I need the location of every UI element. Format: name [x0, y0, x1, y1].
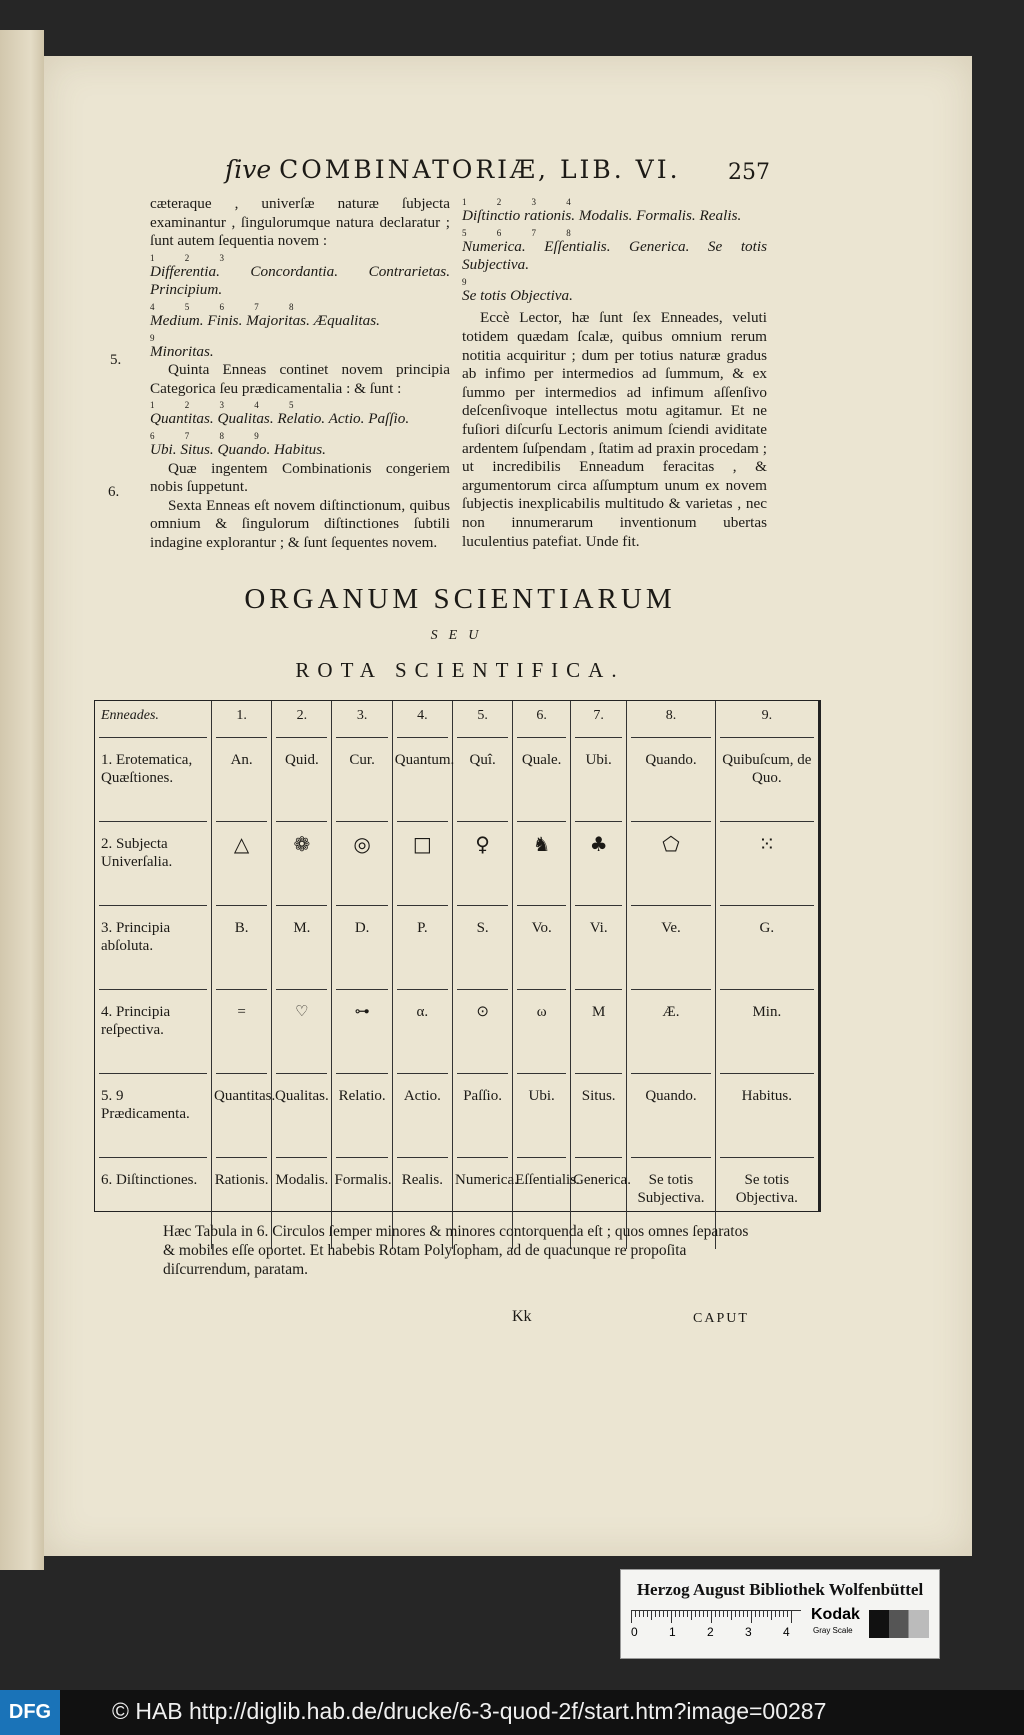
cell-rule	[397, 905, 448, 906]
left-paragraph-4: Sexta Enneas eſt novem diſtinctionum, quibus omnium & ſingulorum diſtinctiones ſubtili indagine explorantur ; & ſunt ſequentes novem.	[150, 496, 450, 551]
cell-text: Actio.	[403, 1088, 441, 1104]
cell-rule	[99, 1073, 207, 1074]
header-col-1: 1.	[211, 701, 271, 745]
cell-text: Rationis.	[214, 1172, 269, 1188]
cell-text: Situs.	[581, 1088, 616, 1104]
cell-text: Ubi.	[585, 752, 612, 768]
table-cell	[332, 913, 392, 997]
cell-text: Quando.	[645, 1088, 697, 1104]
rota-scientifica-table	[94, 700, 821, 1212]
table-cell	[452, 829, 512, 913]
left-list1b: Medium. Finis. Majoritas. Æqualitas.	[150, 311, 380, 329]
cell-rule	[216, 737, 267, 738]
cell-rule	[276, 1157, 327, 1158]
cell-rule	[631, 905, 710, 906]
row-label	[95, 745, 211, 829]
cell-rule	[575, 1157, 622, 1158]
ruler-tick	[719, 1611, 720, 1617]
cell-rule	[99, 989, 207, 990]
right-list2-numbers: 5 6 7 8	[462, 227, 585, 238]
header-col-7: 7.	[571, 701, 627, 745]
ruler-tick	[727, 1611, 728, 1617]
cell-text: ω	[536, 1004, 547, 1020]
ruler-tick	[707, 1611, 708, 1617]
table-row	[95, 997, 818, 1081]
right-list3: Se totis Objectiva.	[462, 286, 573, 304]
library-label	[620, 1569, 940, 1659]
right-list1: Diſtinctio rationis. Modalis. Formalis. Realis.	[462, 207, 742, 224]
header-col-5: 5.	[452, 701, 512, 745]
symbol-icon: ⁙	[758, 832, 776, 856]
table-cell	[211, 829, 271, 913]
ruler-tick	[775, 1611, 776, 1617]
cell-rule	[336, 1157, 387, 1158]
ruler-tick	[731, 1611, 732, 1620]
cell-text: Vo.	[531, 920, 552, 936]
cell-rule	[575, 1073, 622, 1074]
cell-rule	[276, 737, 327, 738]
cell-text: Ve.	[661, 920, 681, 936]
table-cell	[392, 997, 452, 1081]
table-cell	[571, 997, 627, 1081]
cell-rule	[336, 989, 387, 990]
header-col-9: 9.	[715, 701, 818, 745]
ruler-tick	[711, 1611, 712, 1623]
ruler-tick	[739, 1611, 740, 1617]
cell-text: Vi.	[589, 920, 608, 936]
ruler-tick	[763, 1611, 764, 1617]
cell-text: D.	[354, 920, 370, 936]
cell-text: Ubi.	[528, 1088, 555, 1104]
cell-rule	[631, 821, 710, 822]
cell-rule	[517, 821, 566, 822]
cell-rule	[631, 1073, 710, 1074]
left-list1c: Minoritas.	[150, 342, 214, 360]
ruler-number: 0	[631, 1625, 638, 1639]
cell-rule	[336, 821, 387, 822]
ruler-tick	[655, 1611, 656, 1617]
table-row	[95, 913, 818, 997]
cell-rule	[575, 737, 622, 738]
cell-text: 1. Erotematica, Quæſtiones.	[101, 752, 193, 786]
cell-rule	[216, 821, 267, 822]
table-cell	[513, 829, 571, 913]
ruler-tick	[635, 1611, 636, 1617]
cell-rule	[517, 1157, 566, 1158]
cell-rule	[517, 989, 566, 990]
ruler-tick	[683, 1611, 684, 1617]
margin-number-6: 6.	[108, 484, 120, 500]
table-caption: Hæc Tabula in 6. Circulos ſemper minores & minores contorquenda eſt ; quos omnes ſeparatos & mobiles eſſe oportet. Et habebis Rotam Polyſopham, ad de quacunque re propoſita diſcurrendum, paratam.	[163, 1223, 749, 1278]
cell-rule	[216, 989, 267, 990]
ruler-tick	[715, 1611, 716, 1617]
cell-text: Realis.	[401, 1172, 443, 1188]
table-cell	[715, 997, 818, 1081]
cell-rule	[99, 821, 207, 822]
right-list2: Numerica. Eſſentialis. Generica. Se totis Subjectiva.	[462, 237, 767, 274]
table-cell	[392, 829, 452, 913]
table-cell	[332, 997, 392, 1081]
cell-text: ⊶	[354, 1004, 370, 1020]
cell-text: Modalis.	[275, 1172, 329, 1188]
cell-rule	[457, 1157, 508, 1158]
cell-rule	[631, 1157, 710, 1158]
cell-text: Æ.	[662, 1004, 680, 1020]
cell-text: 6. Diſtinctiones.	[101, 1172, 198, 1188]
ruler-tick	[667, 1611, 668, 1617]
table-cell	[627, 997, 715, 1081]
running-header	[225, 155, 770, 189]
table-header-row	[95, 701, 818, 745]
ruler-tick	[783, 1611, 784, 1617]
ruler-number: 1	[669, 1625, 676, 1639]
cell-text: Qualitas.	[274, 1088, 329, 1104]
symbol-icon: ♀	[475, 832, 490, 856]
header-enneades: Enneades.	[101, 708, 159, 723]
cell-rule	[99, 905, 207, 906]
table-row	[95, 1081, 818, 1165]
ruler-tick	[767, 1611, 768, 1617]
right-paragraph-1: Eccè Lector, hæ ſunt ſex Enneades, veluti totidem quædam ſcalæ, quibus omnium rerum notitia acquiritur ; dum per totius naturæ gradus ab infimo per intermedios ad ſummum, & ex ſummo per intermedios ad infimum aſſenſivo deſcenſivoque intellectus motu agitamur. Et ne fuſiori diſcurſu Lectoris animum ſciendi aviditate ardentem ſuſpendam , ſtatim ad praxin procedam ; ut incredibilis Enneadum feracitas , & argumentorum circa aſſumptum unum ex novem ſubjectis inexplicabilis multitudo & varietas , nec non innumerarum inventionum ubertas luculentius patefiat. Unde fit.	[462, 309, 767, 550]
table-cell	[513, 745, 571, 829]
table-cell	[211, 997, 271, 1081]
ruler-tick	[787, 1611, 788, 1617]
left-list1c-numbers: 9	[150, 332, 169, 343]
cell-rule	[276, 905, 327, 906]
table-cell	[513, 997, 571, 1081]
header-col-2: 2.	[272, 701, 332, 745]
ruler-tick	[751, 1611, 752, 1623]
cell-text: Se totis Subjectiva.	[637, 1172, 705, 1206]
table-cell	[272, 745, 332, 829]
cell-text: =	[237, 1004, 246, 1020]
header-col-8: 8.	[627, 701, 715, 745]
cell-text: Min.	[752, 1004, 782, 1020]
left-paragraph-2: Quinta Enneas continet novem principia Categorica ſeu prædicamentalia : & ſunt :	[150, 361, 450, 397]
cell-text: Paſſio.	[463, 1088, 502, 1104]
row-label	[95, 997, 211, 1081]
table-cell	[452, 1081, 512, 1165]
table-title: ORGANUM SCIENTIARUM	[244, 583, 676, 615]
cell-text: Quantum.	[394, 752, 455, 768]
ruler-tick	[679, 1611, 680, 1617]
table-row	[95, 745, 818, 829]
cell-rule	[216, 1073, 267, 1074]
ruler-tick	[643, 1611, 644, 1617]
cell-rule	[99, 1157, 207, 1158]
cell-rule	[397, 737, 448, 738]
ruler-tick	[747, 1611, 748, 1617]
left-column	[150, 195, 450, 553]
enneades-table	[95, 701, 818, 1249]
cell-text: Quî.	[469, 752, 496, 768]
table-cell	[627, 913, 715, 997]
cell-text: Cur.	[349, 752, 375, 768]
cell-text: α.	[416, 1004, 429, 1020]
table-cell	[627, 1081, 715, 1165]
ruler-tick	[759, 1611, 760, 1617]
cell-rule	[457, 737, 508, 738]
table-cell	[211, 913, 271, 997]
cell-text: Relatio.	[338, 1088, 386, 1104]
cell-rule	[457, 989, 508, 990]
table-cell	[211, 1081, 276, 1165]
ruler-tick	[659, 1611, 660, 1617]
left-page-edge	[0, 30, 44, 1570]
symbol-icon: △	[233, 832, 250, 856]
margin-number-5: 5.	[110, 352, 122, 368]
cell-rule	[276, 989, 327, 990]
cell-rule	[517, 905, 566, 906]
scale-ruler	[631, 1610, 801, 1641]
table-cell	[392, 1081, 452, 1165]
table-cell	[452, 745, 512, 829]
table-cell	[272, 913, 332, 997]
cell-rule	[397, 1157, 448, 1158]
cell-text: Numerica.	[454, 1172, 518, 1188]
cell-text: Quibuſcum, de Quo.	[722, 752, 812, 786]
ruler-tick	[691, 1611, 692, 1620]
page-number: 257	[728, 160, 770, 185]
left-list1a: Differentia. Concordantia. Contrarietas. Principium.	[150, 262, 450, 299]
cell-text: An.	[230, 752, 253, 768]
ruler-tick	[663, 1611, 664, 1617]
table-cell	[627, 745, 715, 829]
header-col-6: 6.	[513, 701, 571, 745]
cell-rule	[720, 821, 814, 822]
table-cell	[571, 745, 627, 829]
table-cell	[715, 745, 818, 829]
cell-text: Quantitas.	[213, 1088, 276, 1104]
table-title-seu: SEU	[430, 628, 490, 643]
table-cell	[571, 913, 627, 997]
cell-rule	[517, 737, 566, 738]
row-label	[95, 913, 211, 997]
catchword: CAPUT	[693, 1311, 749, 1326]
cell-rule	[457, 821, 508, 822]
cell-rule	[276, 1073, 327, 1074]
ruler-tick	[771, 1611, 772, 1620]
cell-text: Eſſentialis.	[515, 1172, 580, 1188]
table-cell	[332, 745, 392, 829]
cell-rule	[397, 1073, 448, 1074]
symbol-icon: □	[412, 832, 432, 856]
ruler-tick	[723, 1611, 724, 1617]
dfg-logo: DFG	[0, 1690, 60, 1735]
left-list2b-numbers: 6 7 8 9	[150, 430, 273, 441]
header-col-3: 3.	[332, 701, 392, 745]
table-cell	[715, 913, 818, 997]
left-list2a: Quantitas. Qualitas. Relatio. Actio. Paſſio.	[150, 410, 410, 428]
cell-text: Se totis Objectiva.	[735, 1172, 798, 1206]
cell-text: P.	[417, 920, 428, 936]
table-subtitle: ROTA SCIENTIFICA.	[295, 658, 625, 682]
cell-rule	[720, 1073, 814, 1074]
cell-text: Quale.	[521, 752, 562, 768]
ruler-number: 4	[783, 1625, 790, 1639]
right-list3-numbers: 9	[462, 276, 481, 287]
cell-rule	[397, 989, 448, 990]
cell-text: B.	[234, 920, 249, 936]
right-column	[462, 195, 767, 551]
cell-rule	[720, 737, 814, 738]
header-col-4: 4.	[392, 701, 452, 745]
symbol-icon: ♣	[589, 832, 608, 856]
table-cell	[211, 745, 271, 829]
table-cell	[332, 1081, 392, 1165]
cell-text: S.	[476, 920, 489, 936]
cell-rule	[397, 821, 448, 822]
left-list1-numbers: 1 2 3	[150, 252, 238, 263]
left-list2-numbers: 1 2 3 4 5	[150, 400, 308, 411]
ruler-tick	[735, 1611, 736, 1617]
ruler-tick	[743, 1611, 744, 1617]
ruler-tick	[651, 1611, 652, 1620]
ruler-number: 2	[707, 1625, 714, 1639]
ruler-tick	[687, 1611, 688, 1617]
signature-mark: Kk	[512, 1308, 532, 1325]
table-cell	[627, 829, 715, 913]
cell-text: 4. Principia reſpectiva.	[101, 1004, 171, 1038]
ruler-tick	[639, 1611, 640, 1617]
table-cell	[513, 913, 571, 997]
table-cell	[452, 997, 512, 1081]
cell-text: Generica.	[573, 1172, 631, 1188]
table-cell	[715, 829, 818, 913]
gray-scale-label: Gray Scale	[813, 1626, 853, 1635]
cell-rule	[336, 737, 387, 738]
cell-text: G.	[759, 920, 775, 936]
cell-rule	[457, 1073, 508, 1074]
left-paragraph-1: cæteraque , univerſæ naturæ ſubjecta examinantur , ſingulorumque natura declaratur ; ſunt autem ſequentia novem :	[150, 195, 450, 250]
ruler-tick	[647, 1611, 648, 1617]
table-cell	[715, 1081, 818, 1165]
cell-text: Quando.	[645, 752, 697, 768]
cell-rule	[517, 1073, 566, 1074]
table-cell	[332, 829, 392, 913]
ruler-tick	[699, 1611, 700, 1617]
cell-rule	[575, 821, 622, 822]
cell-text: 5. 9 Prædicamenta.	[101, 1088, 190, 1122]
row-label	[95, 1081, 211, 1165]
cell-text: M	[592, 1004, 606, 1020]
cell-rule	[720, 989, 814, 990]
cell-rule	[720, 905, 814, 906]
cell-text: M.	[293, 920, 311, 936]
row-label	[95, 829, 211, 913]
table-cell	[392, 745, 455, 829]
left-paragraph-3: Quæ ingentem Combinationis congeriem nobis ſuppetunt.	[150, 459, 450, 496]
table-cell	[571, 829, 627, 913]
header-prefix: ſive	[225, 155, 272, 184]
cell-text: ♡	[295, 1004, 309, 1020]
ruler-tick	[695, 1611, 696, 1617]
cell-rule	[631, 737, 710, 738]
ruler-tick	[791, 1611, 792, 1623]
cell-text: 2. Subjecta Univerſalia.	[101, 836, 173, 870]
kodak-logo: Kodak	[811, 1606, 860, 1623]
cell-rule	[216, 1157, 267, 1158]
ruler-tick	[703, 1611, 704, 1617]
symbol-icon: ♞	[532, 832, 551, 856]
table-cell	[272, 997, 332, 1081]
table-cell	[571, 1081, 627, 1165]
cell-text: 3. Principia abſoluta.	[101, 920, 171, 954]
ruler-tick	[779, 1611, 780, 1617]
ruler-tick	[631, 1611, 632, 1623]
symbol-icon: ❁	[293, 832, 311, 856]
copyright-text[interactable]: © HAB http://diglib.hab.de/drucke/6-3-quod-2f/start.htm?image=00287	[112, 1698, 827, 1724]
library-name: Herzog August Bibliothek Wolfenbüttel	[636, 1580, 924, 1599]
ruler-tick	[675, 1611, 676, 1617]
cell-text: Quid.	[284, 752, 319, 768]
gray-scale-swatch	[869, 1610, 929, 1638]
ruler-tick	[755, 1611, 756, 1617]
cell-rule	[631, 989, 710, 990]
left-list2b: Ubi. Situs. Quando. Habitus.	[150, 440, 326, 458]
left-list1b-numbers: 4 5 6 7 8	[150, 301, 308, 312]
table-cell	[272, 829, 332, 913]
table-cell	[272, 1081, 332, 1165]
table-row	[95, 829, 818, 913]
symbol-icon: ⬠	[662, 832, 680, 856]
cell-rule	[336, 1073, 387, 1074]
cell-rule	[720, 1157, 814, 1158]
ruler-tick	[671, 1611, 672, 1623]
table-cell	[392, 913, 452, 997]
table-cell	[452, 913, 512, 997]
footer-bar	[0, 1690, 1024, 1735]
cell-text: Formalis.	[334, 1172, 392, 1188]
cell-rule	[99, 737, 207, 738]
header-title: COMBINATORIÆ, LIB. VI.	[279, 155, 681, 184]
right-list1-numbers: 1 2 3 4	[462, 197, 585, 207]
cell-text: Habitus.	[741, 1088, 793, 1104]
cell-rule	[575, 905, 622, 906]
cell-rule	[457, 905, 508, 906]
cell-rule	[336, 905, 387, 906]
cell-rule	[575, 989, 622, 990]
cell-rule	[216, 905, 267, 906]
ruler-number: 3	[745, 1625, 752, 1639]
symbol-icon: ◎	[353, 832, 371, 856]
cell-rule	[276, 821, 327, 822]
cell-text: ⊙	[476, 1004, 489, 1020]
table-cell	[513, 1081, 571, 1165]
